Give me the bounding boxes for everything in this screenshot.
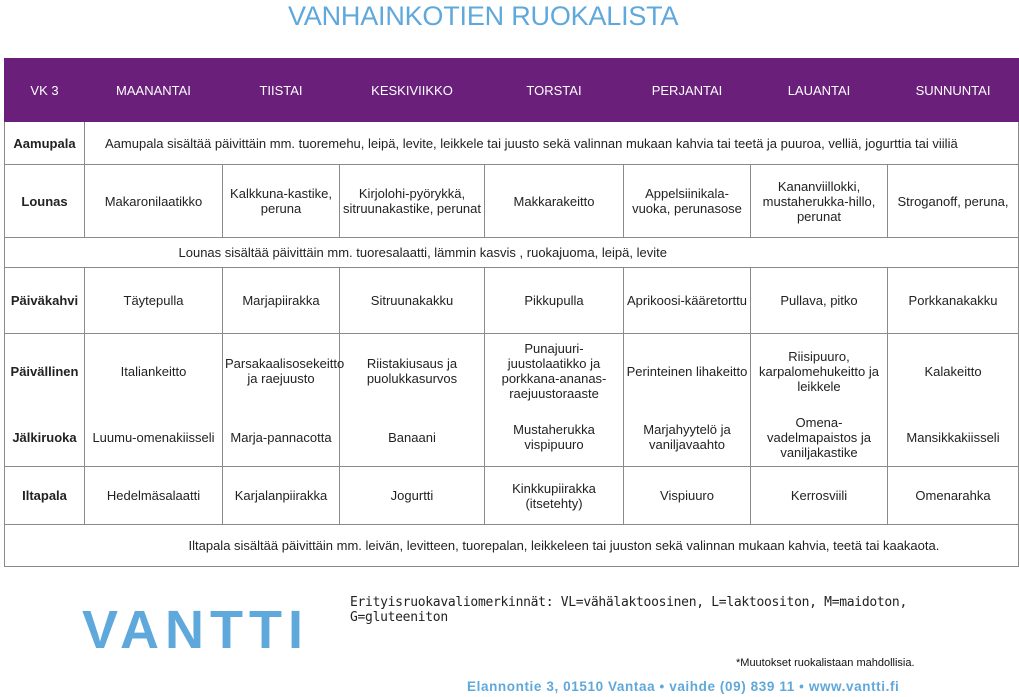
- lounas-item: Kalkkuna-kastike, peruna: [223, 165, 340, 238]
- iltapala-note-row: [5, 525, 1019, 567]
- jalkiruoka-row: [5, 409, 1019, 467]
- iltapala-item: Omenarahka: [888, 467, 1019, 525]
- paivakahvi-item: Marjapiirakka: [223, 268, 340, 334]
- day-thursday: TORSTAI: [485, 59, 624, 122]
- paivallinen-item: Punajuuri-juustolaatikko ja porkkana-ananas-raejuustoraaste: [485, 334, 624, 409]
- lounas-item: Stroganoff, peruna,: [888, 165, 1019, 238]
- page-title: VANHAINKOTIEN RUOKALISTA: [288, 1, 679, 31]
- paivallinen-item: Riistakiusaus ja puolukkasurvos: [340, 334, 485, 409]
- iltapala-item: Hedelmäsalaatti: [85, 467, 223, 525]
- paivakahvi-item: Pullava, pitko: [751, 268, 888, 334]
- paivakahvi-item: Täytepulla: [85, 268, 223, 334]
- paivakahvi-row: [5, 268, 1019, 334]
- paivakahvi-item: Sitruunakakku: [340, 268, 485, 334]
- iltapala-item: Jogurtti: [340, 467, 485, 525]
- lounas-note-row: [5, 238, 1019, 268]
- paivallinen-item: Italiankeitto: [85, 334, 223, 409]
- paivakahvi-item: Porkkanakakku: [888, 268, 1019, 334]
- lounas-item: Kirjolohi-pyörykkä, sitruunakastike, perunat: [340, 165, 485, 238]
- menu-table: [4, 58, 1019, 567]
- changes-note: *Muutokset ruokalistaan mahdollisia.: [736, 657, 915, 669]
- header-row: [5, 59, 1019, 122]
- lounas-item: Kananviillokki, mustaherukka-hillo, perunat: [751, 165, 888, 238]
- paivallinen-item: Parsakaalisosekeitto ja raejuusto: [223, 334, 340, 409]
- vantti-logo: VANTTI: [82, 600, 309, 660]
- week-label: VK 3: [5, 59, 85, 122]
- jalkiruoka-item: Marjahyytelö ja vaniljavaahto: [624, 409, 751, 467]
- jalkiruoka-item: Marja-pannacotta: [223, 409, 340, 467]
- paivallinen-item: Perinteinen lihakeitto: [624, 334, 751, 409]
- paivakahvi-item: Pikkupulla: [485, 268, 624, 334]
- day-sunday: SUNNUNTAI: [888, 59, 1019, 122]
- paivakahvi-item: Aprikoosi-kääretorttu: [624, 268, 751, 334]
- lounas-item: Appelsiinikala-vuoka, perunasose: [624, 165, 751, 238]
- jalkiruoka-item: Omena-vadelmapaistos ja vaniljakastike: [751, 409, 888, 467]
- aamupala-text: Aamupala sisältää päivittäin mm. tuoremehu, leipä, levite, leikkele tai juusto sekä valinnan mukaan kahvia tai teetä ja puuroa, velliä, jogurttia tai viiliä: [85, 122, 1019, 165]
- iltapala-row: [5, 467, 1019, 525]
- iltapala-item: Vispiuuro: [624, 467, 751, 525]
- iltapala-item: Kerrosviili: [751, 467, 888, 525]
- day-monday: MAANANTAI: [85, 59, 223, 122]
- jalkiruoka-item: Luumu-omenakiisseli: [85, 409, 223, 467]
- row-label-jalkiruoka: Jälkiruoka: [5, 409, 85, 467]
- address-footer: Elannontie 3, 01510 Vantaa • vaihde (09) 839 11 • www.vantti.fi: [467, 679, 900, 694]
- aamupala-row: [5, 122, 1019, 165]
- day-wednesday: KESKIVIIKKO: [340, 59, 485, 122]
- jalkiruoka-item: Mansikkakiisseli: [888, 409, 1019, 467]
- row-label-paivakahvi: Päiväkahvi: [5, 268, 85, 334]
- row-label-iltapala: Iltapala: [5, 467, 85, 525]
- iltapala-item: Karjalanpiirakka: [223, 467, 340, 525]
- lounas-item: Makkarakeitto: [485, 165, 624, 238]
- paivallinen-item: Kalakeitto: [888, 334, 1019, 409]
- row-label-aamupala: Aamupala: [5, 122, 85, 165]
- day-saturday: LAUANTAI: [751, 59, 888, 122]
- iltapala-note: Iltapala sisältää päivittäin mm. leivän, levitteen, tuorepalan, leikkeleen tai juuston sekä valinnan mukaan kahvia, teetä tai kaakaota.: [85, 525, 1019, 567]
- day-friday: PERJANTAI: [624, 59, 751, 122]
- lounas-item: Makaronilaatikko: [85, 165, 223, 238]
- lounas-note: Lounas sisältää päivittäin mm. tuoresalaatti, lämmin kasvis , ruokajuoma, leipä, levite: [85, 238, 1019, 268]
- row-label-lounas: Lounas: [5, 165, 85, 238]
- row-label-paivallinen: Päivällinen: [5, 334, 85, 409]
- paivallinen-row: [5, 334, 1019, 409]
- paivallinen-item: Riisipuuro, karpalomehukeitto ja leikkele: [751, 334, 888, 409]
- diet-note: Erityisruokavaliomerkinnät: VL=vähälaktoosinen, L=laktoositon, M=maidoton, G=gluteeniton: [350, 595, 907, 625]
- day-tuesday: TIISTAI: [223, 59, 340, 122]
- jalkiruoka-item: Mustaherukka vispipuuro: [485, 409, 624, 467]
- iltapala-item: Kinkkupiirakka (itsetehty): [485, 467, 624, 525]
- jalkiruoka-item: Banaani: [340, 409, 485, 467]
- lounas-row: [5, 165, 1019, 238]
